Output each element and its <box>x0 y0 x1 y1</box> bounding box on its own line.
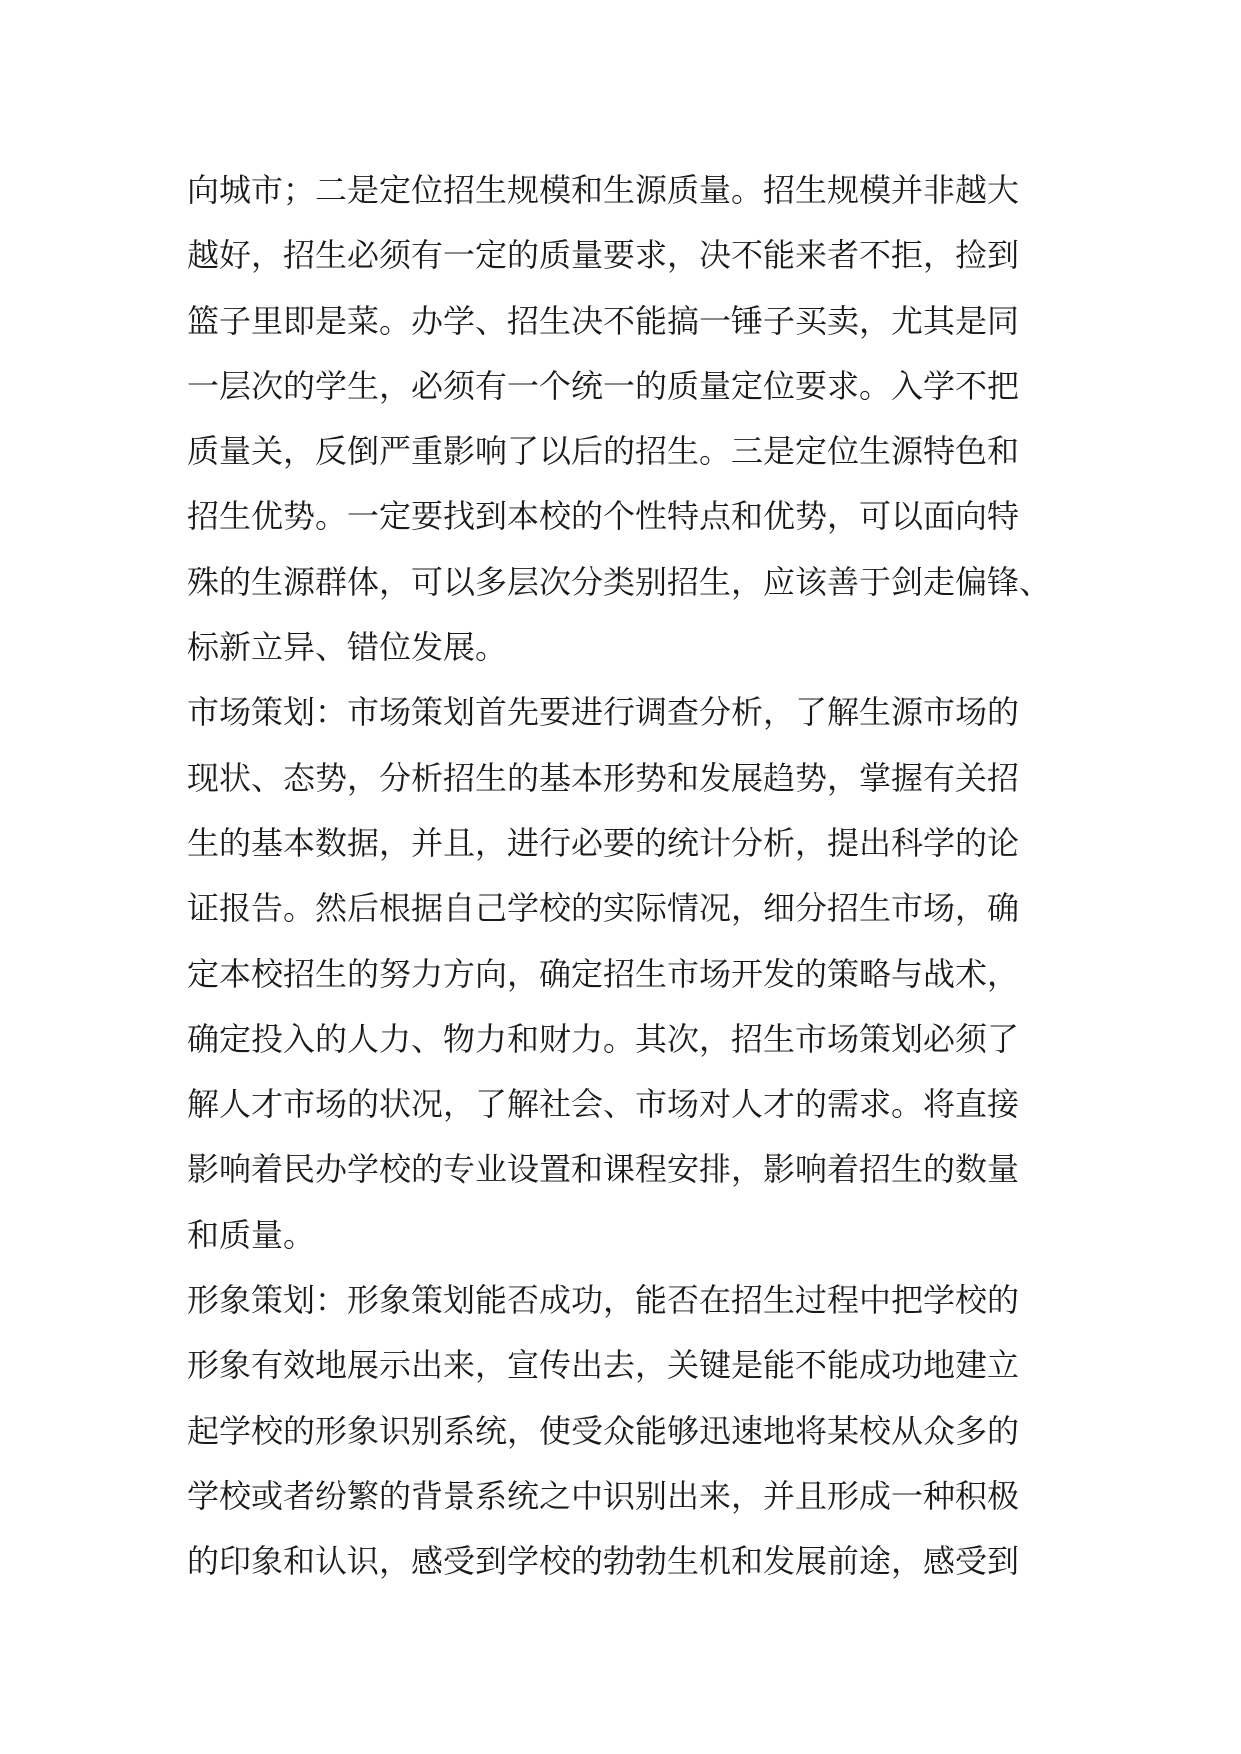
text-line: 解人才市场的状况，了解社会、市场对人才的需求。将直接 <box>187 1085 1020 1124</box>
text-line: 越好，招生必须有一定的质量要求，决不能来者不拒，捡到 <box>187 236 1020 275</box>
text-line: 证报告。然后根据自己学校的实际情况，细分招生市场，确 <box>187 889 1020 928</box>
text-line: 市场策划：市场策划首先要进行调查分析，了解生源市场的 <box>187 693 1020 732</box>
text-line: 标新立异、错位发展。 <box>187 628 508 667</box>
text-line: 形象策划：形象策划能否成功，能否在招生过程中把学校的 <box>187 1281 1020 1320</box>
text-line: 的印象和认识，感受到学校的勃勃生机和发展前途，感受到 <box>187 1542 1020 1581</box>
text-line: 起学校的形象识别系统，使受众能够迅速地将某校从众多的 <box>187 1411 1020 1450</box>
text-line: 篮子里即是菜。办学、招生决不能搞一锤子买卖，尤其是同 <box>187 301 1020 340</box>
text-line: 殊的生源群体，可以多层次分类别招生，应该善于剑走偏锋、 <box>187 562 1052 601</box>
text-line: 影响着民办学校的专业设置和课程安排，影响着招生的数量 <box>187 1150 1020 1189</box>
text-line: 一层次的学生，必须有一个统一的质量定位要求。入学不把 <box>187 366 1020 405</box>
text-line: 学校或者纷繁的背景系统之中识别出来，并且形成一种积极 <box>187 1476 1020 1515</box>
text-line: 质量关，反倒严重影响了以后的招生。三是定位生源特色和 <box>187 432 1020 471</box>
text-line: 生的基本数据，并且，进行必要的统计分析，提出科学的论 <box>187 823 1020 862</box>
document-body <box>187 158 1055 1595</box>
text-line: 形象有效地展示出来，宣传出去，关键是能不能成功地建立 <box>187 1346 1020 1385</box>
text-line: 招生优势。一定要找到本校的个性特点和优势，可以面向特 <box>187 497 1020 536</box>
text-line: 现状、态势，分析招生的基本形势和发展趋势，掌握有关招 <box>187 758 1020 797</box>
text-line: 定本校招生的努力方向，确定招生市场开发的策略与战术， <box>187 954 1020 993</box>
text-line: 和质量。 <box>187 1215 316 1254</box>
text-line: 向城市；二是定位招生规模和生源质量。招生规模并非越大 <box>187 171 1020 209</box>
text-line: 确定投入的人力、物力和财力。其次，招生市场策划必须了 <box>187 1019 1020 1058</box>
